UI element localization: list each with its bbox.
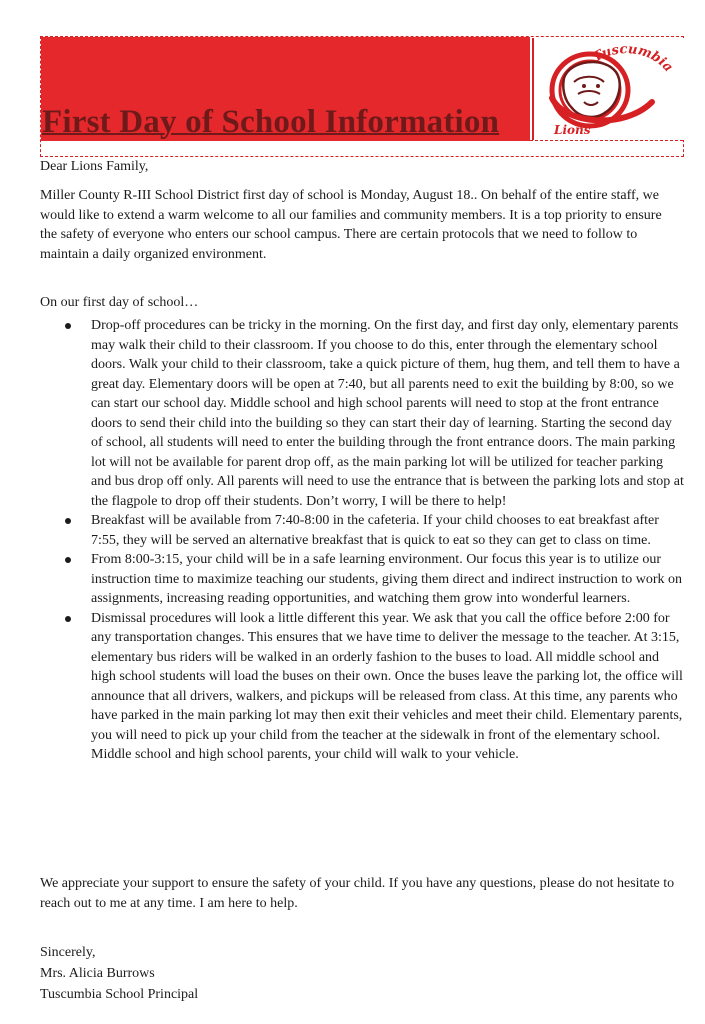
- lion-logo-icon: [534, 38, 684, 140]
- signer-title: Tuscumbia School Principal: [40, 987, 199, 1002]
- list-item-text: Drop-off procedures can be tricky in the morning. On the first day, and first day only, elementary parents may walk their child to their classroom. If you choose to do this, enter through the elementary school doors. Walk your child to their classroom, take a quick picture of them, hug them, and tell them to have a great day. Elementary doors will be open at 7:40, but all parents need to exit the building by 8:00, so we can start our school day. Middle school and high school parents will need to stop at the front entrance doors to send their child into the building so they can start their day of learning. Starting the second day of school, all students will need to enter the building through the front entrance doors. The main parking lot will not be available for parent drop off, as the main parking lot will be utilized for teacher parking and bus drop off only. All parents will need to use the entrance that is between the parking lots and stop at the flagpole to drop off their students. Don’t worry, I will be there to help!: [91, 318, 684, 509]
- list-item: [40, 550, 685, 609]
- intro-paragraph: Miller County R-III School District first day of school is Monday, August 18.. On behalf of the entire staff, we would like to extend a warm welcome to all our families and community members. It is a top priority to ensure the safety of everyone who enters our school campus. There are certain protocols that we need to follow to maintain a daily organized environment.: [40, 188, 662, 262]
- page-title: First Day of School Information: [42, 104, 500, 140]
- closing-paragraph: We appreciate your support to ensure the safety of your child. If you have any questions, please do not hesitate to reach out to me at any time. I am here to help.: [40, 876, 675, 911]
- school-logo: [532, 38, 684, 140]
- signature-block: [40, 942, 198, 1005]
- bullet-icon: [65, 557, 71, 563]
- list-item: [40, 316, 685, 511]
- bullet-icon: [65, 518, 71, 524]
- signer-name: Mrs. Alicia Burrows: [40, 966, 155, 981]
- greeting: Dear Lions Family,: [40, 159, 149, 174]
- first-day-list: [40, 316, 685, 765]
- list-item: [40, 609, 685, 765]
- list-item-text: From 8:00-3:15, your child will be in a safe learning environment. Our focus this year is to utilize our instruction time to maximize teaching our students, giving them direct and indirect instruction to work on assignments, increasing reading opportunities, and watching them grow into wonderful learners.: [91, 552, 682, 606]
- list-item-text: Breakfast will be available from 7:40-8:00 in the cafeteria. If your child chooses to eat breakfast after 7:55, they will be served an alternative breakfast that is quick to eat so they can get to class on time.: [91, 513, 659, 548]
- list-item: [40, 511, 685, 550]
- logo-mascot-text: Lions: [554, 123, 591, 137]
- signoff: Sincerely,: [40, 945, 96, 960]
- logo-name-text: Tuscumbia: [590, 42, 676, 76]
- bullet-icon: [65, 323, 71, 329]
- list-item-text: Dismissal procedures will look a little different this year. We ask that you call the office before 2:00 for any transportation changes. This ensures that we have time to deliver the message to the teacher. At 3:15, elementary bus riders will be walked in an orderly fashion to the buses to load. All middle school and high school students will load the buses on their own. Once the buses leave the parking lot, the office will announce that all drivers, walkers, and pickups will be released from class. At this time, any parents who have parked in the main parking lot may then exit their vehicles and meet their child. Elementary parents, you will need to pick up your child from the teacher at the sidewalk in front of the elementary school. Middle school and high school parents, your child will walk to your vehicle.: [91, 610, 683, 762]
- bullet-icon: [65, 616, 71, 622]
- header-divider: [530, 140, 683, 141]
- first-day-lead: On our first day of school…: [40, 295, 199, 310]
